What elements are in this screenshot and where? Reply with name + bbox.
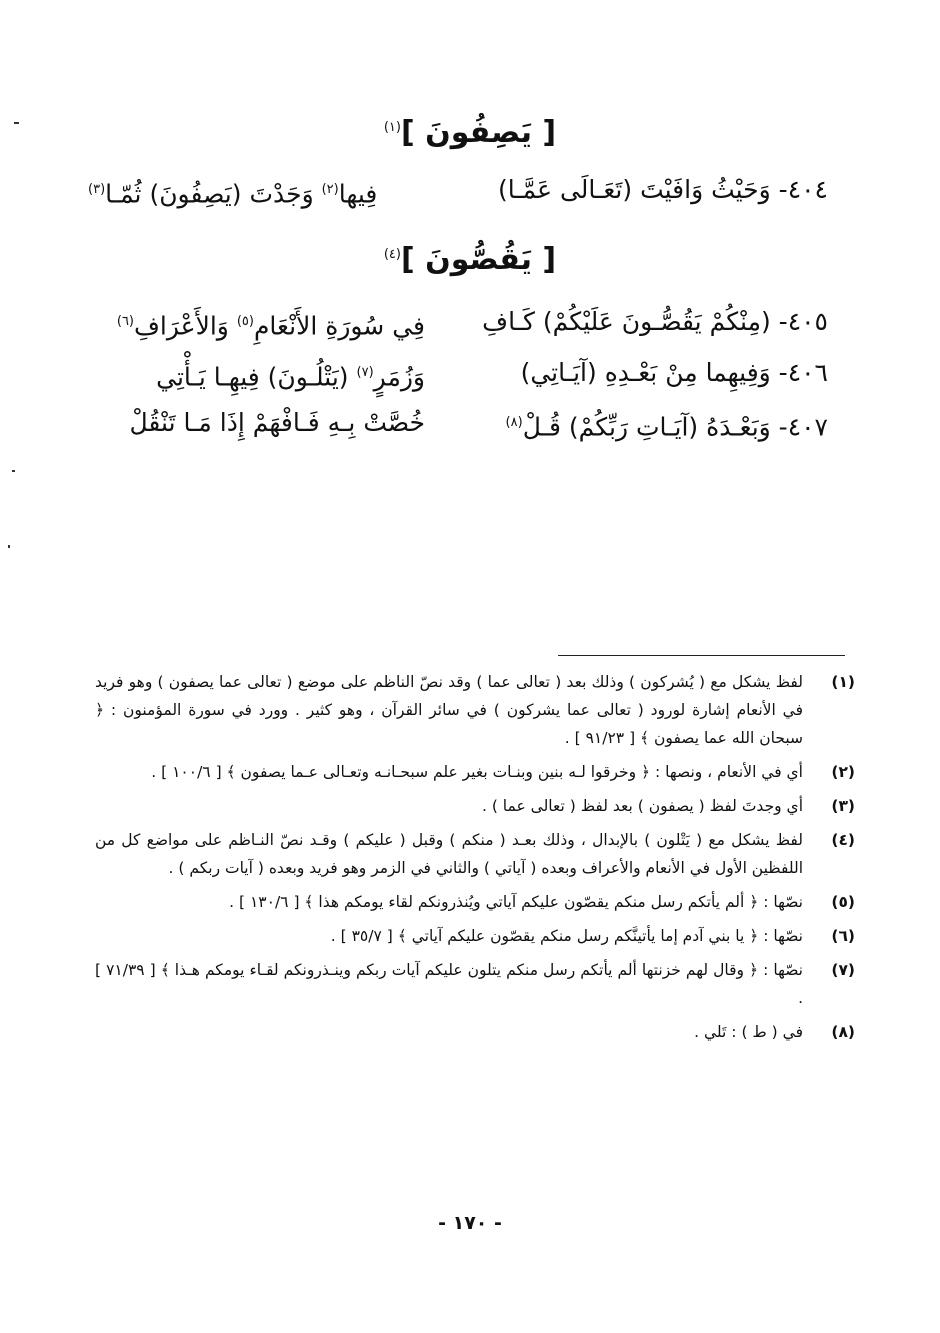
footnote-number: (٢) — [831, 763, 855, 781]
verse-text: فِي سُورَةِ الأَنْعَامِ — [253, 311, 425, 341]
verse-text: ٤٠٦- وَفِيهِما مِنْ بَعْـدِهِ (آيَـاتِي) — [520, 358, 828, 387]
verse-407-second-hemistich — [95, 403, 425, 443]
verse-text: وَحَيْثُ وَافَيْتَ (تَعَـالَى عَمَّـا) — [497, 175, 771, 204]
footnote-text: لفظ يشكل مع ( يُشركون ) وذلك بعد ( تعالى عما ) وقد نصّ الناظم على موضع ( تعالى عما يصفون ) وهو فريد في الأنعام إشارة لورود ( تعالى عما يشركون ) في سائر القرآن ، وهو كثير . وورد في سورة المؤمنون : ﴿ سبحان الله عما يصفون ﴾ [ ٩١/٢٣ ] . — [95, 673, 803, 747]
footnote-number: (٨) — [831, 1023, 855, 1041]
footnote-ref: (٥) — [236, 314, 254, 329]
verse-text: (يَتْلُـونَ) فِيهِـا يَـأْتِي — [156, 362, 349, 392]
verse-text: وَزُمَرٍ — [373, 362, 425, 392]
footnote-ref: (٢) — [321, 182, 339, 197]
footnote-text: أي وجدتَ لفظ ( يصفون ) بعد لفظ ( تعالى عما ) . — [481, 797, 803, 815]
footnote-text: نصّها : ﴿ ألم يأتكم رسل منكم يقصّون عليكم آياتي ويُنذرونكم لقاء يومكم هذا ﴾ [ ١٣٠/٦ ] . — [229, 893, 803, 911]
verse-number: ٤٠٤- — [778, 175, 828, 204]
footnote-number: (٧) — [831, 961, 855, 979]
footnote-ref: (٤) — [383, 247, 401, 262]
footnote-ref: (٧) — [356, 365, 374, 380]
verse-text: فِيها — [338, 179, 378, 209]
footnote-item — [95, 668, 855, 752]
footnote-text: لفظ يشكل مع ( يَتْلون ) بالإبدال ، وذلك بعـد ( منكم ) وقبل ( عليكم ) وقـد نصّ النـاظم على مواضع كل من اللفظين الأول في الأنعام والأعراف وبعده ( آياتي ) والثاني في الزمر وهو فريد وبعده ( آيات ربكم ) . — [95, 831, 803, 877]
footnote-number: (٥) — [831, 893, 855, 911]
verse-text: وَجَدْتَ (يَصِفُونَ) ثُمّـا — [105, 179, 314, 209]
footnote-number: (٦) — [831, 927, 855, 945]
footnote-ref: (٣) — [88, 182, 106, 197]
verse-407-first-hemistich — [448, 403, 828, 447]
footnote-item — [95, 956, 855, 1012]
footnote-number: (٣) — [831, 797, 855, 815]
footnote-ref: (٦) — [116, 314, 134, 329]
footnote-text: في ( ط ) : تَلي . — [694, 1023, 803, 1041]
footnote-divider — [558, 655, 845, 656]
scan-speck — [8, 545, 10, 548]
footnote-item — [95, 922, 855, 950]
page-number: - ١٧٠ - — [438, 1212, 502, 1234]
verse-404 — [88, 170, 828, 214]
verse-text: وَالأَعْرَافِ — [134, 311, 229, 341]
footnote-ref: (٨) — [505, 415, 523, 430]
verse-text: ٤٠٧- وَبَعْـدَهُ (آيَـاتِ رَبِّكُمْ) قُـلْ — [522, 412, 828, 442]
verse-404-second-hemistich — [88, 170, 377, 214]
footnote-item — [95, 792, 855, 820]
footnote-number: (٤) — [831, 831, 855, 849]
heading-word: [ يَصِفُونَ ] — [400, 115, 557, 150]
section-heading-yaqussun — [0, 235, 940, 280]
footnotes — [95, 668, 855, 1052]
footnote-number: (١) — [831, 673, 855, 691]
heading-word: [ يَقُصُّونَ ] — [400, 242, 557, 277]
footnote-item — [95, 888, 855, 916]
footnote-text: نصّها : ﴿ يا بني آدم إما يأتينَّكم رسل منكم يقصّون عليكم آياتي ﴾ [ ٣٥/٧ ] . — [330, 927, 803, 945]
verse-405-second-hemistich — [95, 302, 425, 346]
section-heading-yasifun — [0, 108, 940, 153]
footnote-item — [95, 826, 855, 882]
footnote-text: أي في الأنعام ، ونصها : ﴿ وخرقوا لـه بنين وبنـات بغير علم سبحـانـه وتعـالى عـما يصفون ﴾ [ ١٠٠/٦ ] . — [151, 763, 803, 781]
verse-text: خُصَّتْ بِـهِ فَـافْهَمْ إِذَا مَـا تَنْقُلْ — [129, 408, 425, 437]
footnote-item — [95, 1018, 855, 1046]
verse-text: ٤٠٥- (مِنْكُمْ يَقُصُّـونَ عَلَيْكُمْ) كَـافِ — [482, 307, 828, 336]
verse-406-first-hemistich — [448, 353, 828, 393]
verse-406-second-hemistich — [95, 353, 425, 397]
footnote-text: نصّها : ﴿ وقال لهم خزنتها ألم يأتكم رسل منكم يتلون عليكم آيات ربكم وينـذرونكم لقـاء يومكم هـذا ﴾ [ ٧١/٣٩ ] . — [95, 961, 803, 1007]
verse-404-first-hemistich — [498, 170, 828, 214]
footnote-ref: (١) — [383, 120, 401, 135]
scan-speck — [12, 470, 15, 472]
footnote-item — [95, 758, 855, 786]
verse-405-first-hemistich — [448, 302, 828, 342]
